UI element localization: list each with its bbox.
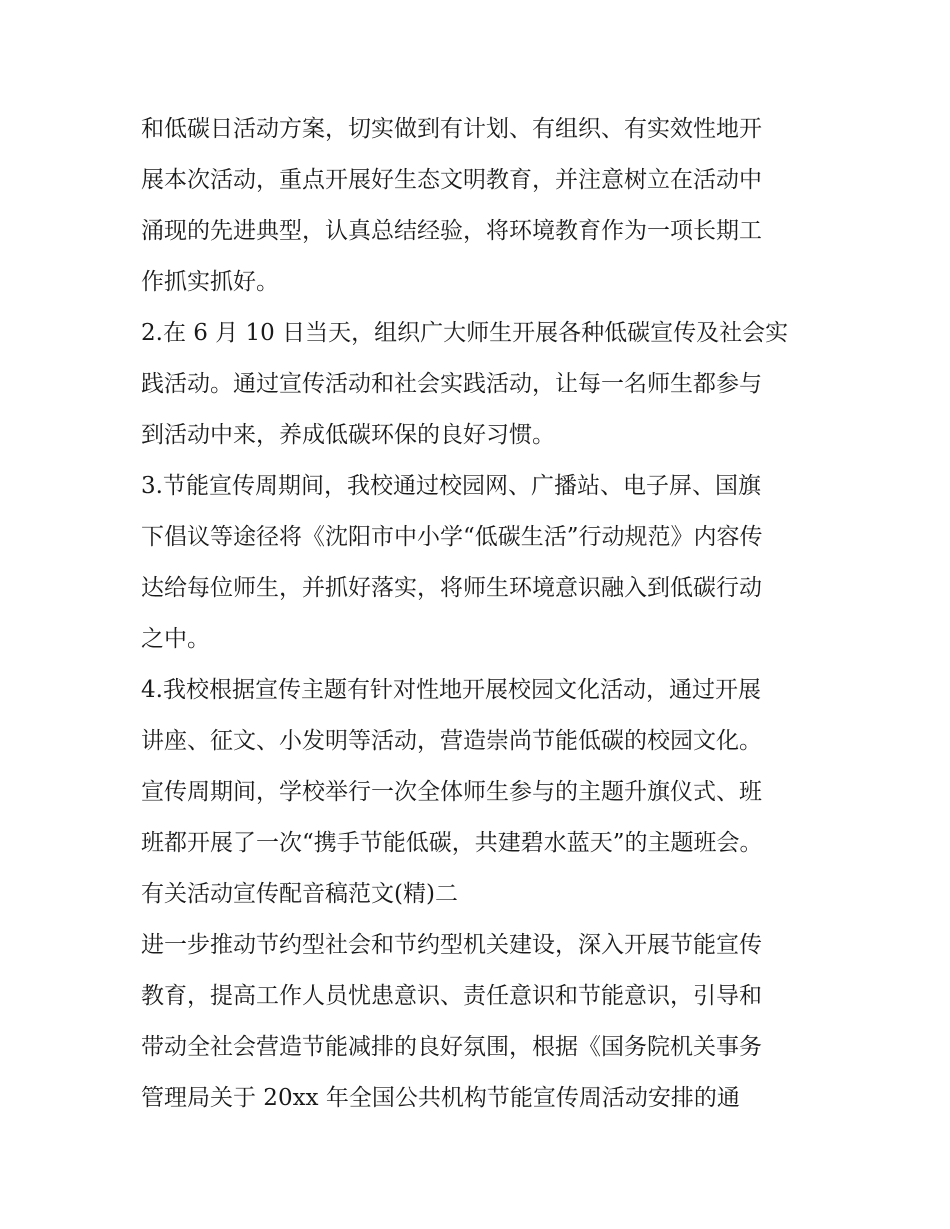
text-line: 达给每位师生，并抓好落实，将师生环境意识融入到低碳行动 xyxy=(141,575,762,601)
text-line: 2.在 6 月 10 日当天，组织广大师生开展各种低碳宣传及社会实 xyxy=(141,320,789,346)
text-line: 管理局关于 20xx 年全国公共机构节能宣传周活动安排的通 xyxy=(141,1085,740,1111)
text-line: 班都开展了一次“携手节能低碳，共建碧水蓝天”的主题班会。 xyxy=(141,830,763,856)
text-line: 宣传周期间，学校举行一次全体师生参与的主题升旗仪式、班 xyxy=(141,779,762,805)
text-line: 作抓实抓好。 xyxy=(141,269,279,295)
text-line: 4.我校根据宣传主题有针对性地开展校园文化活动，通过开展 xyxy=(141,677,761,703)
text-line: 进一步推动节约型社会和节约型机关建设，深入开展节能宣传 xyxy=(141,932,762,958)
text-line: 带动全社会营造节能减排的良好氛围，根据《国务院机关事务 xyxy=(141,1034,762,1060)
document-body xyxy=(141,104,821,1124)
text-line: 和低碳日活动方案，切实做到有计划、有组织、有实效性地开 xyxy=(141,116,762,142)
text-line: 之中。 xyxy=(141,626,210,652)
text-line: 教育，提高工作人员忧患意识、责任意识和节能意识，引导和 xyxy=(141,983,762,1009)
text-line: 讲座、征文、小发明等活动，营造崇尚节能低碳的校园文化。 xyxy=(141,728,762,754)
text-line: 下倡议等途径将《沈阳市中小学“低碳生活”行动规范》内容传 xyxy=(141,524,763,550)
text-line: 展本次活动，重点开展好生态文明教育，并注意树立在活动中 xyxy=(141,167,762,193)
text-line: 践活动。通过宣传活动和社会实践活动，让每一名师生都参与 xyxy=(141,371,762,397)
section-heading: 有关活动宣传配音稿范文(精)二 xyxy=(141,881,458,907)
text-line: 3.节能宣传周期间，我校通过校园网、广播站、电子屏、国旗 xyxy=(141,473,761,499)
text-line: 涌现的先进典型，认真总结经验，将环境教育作为一项长期工 xyxy=(141,218,762,244)
text-line: 到活动中来，养成低碳环保的良好习惯。 xyxy=(141,422,555,448)
